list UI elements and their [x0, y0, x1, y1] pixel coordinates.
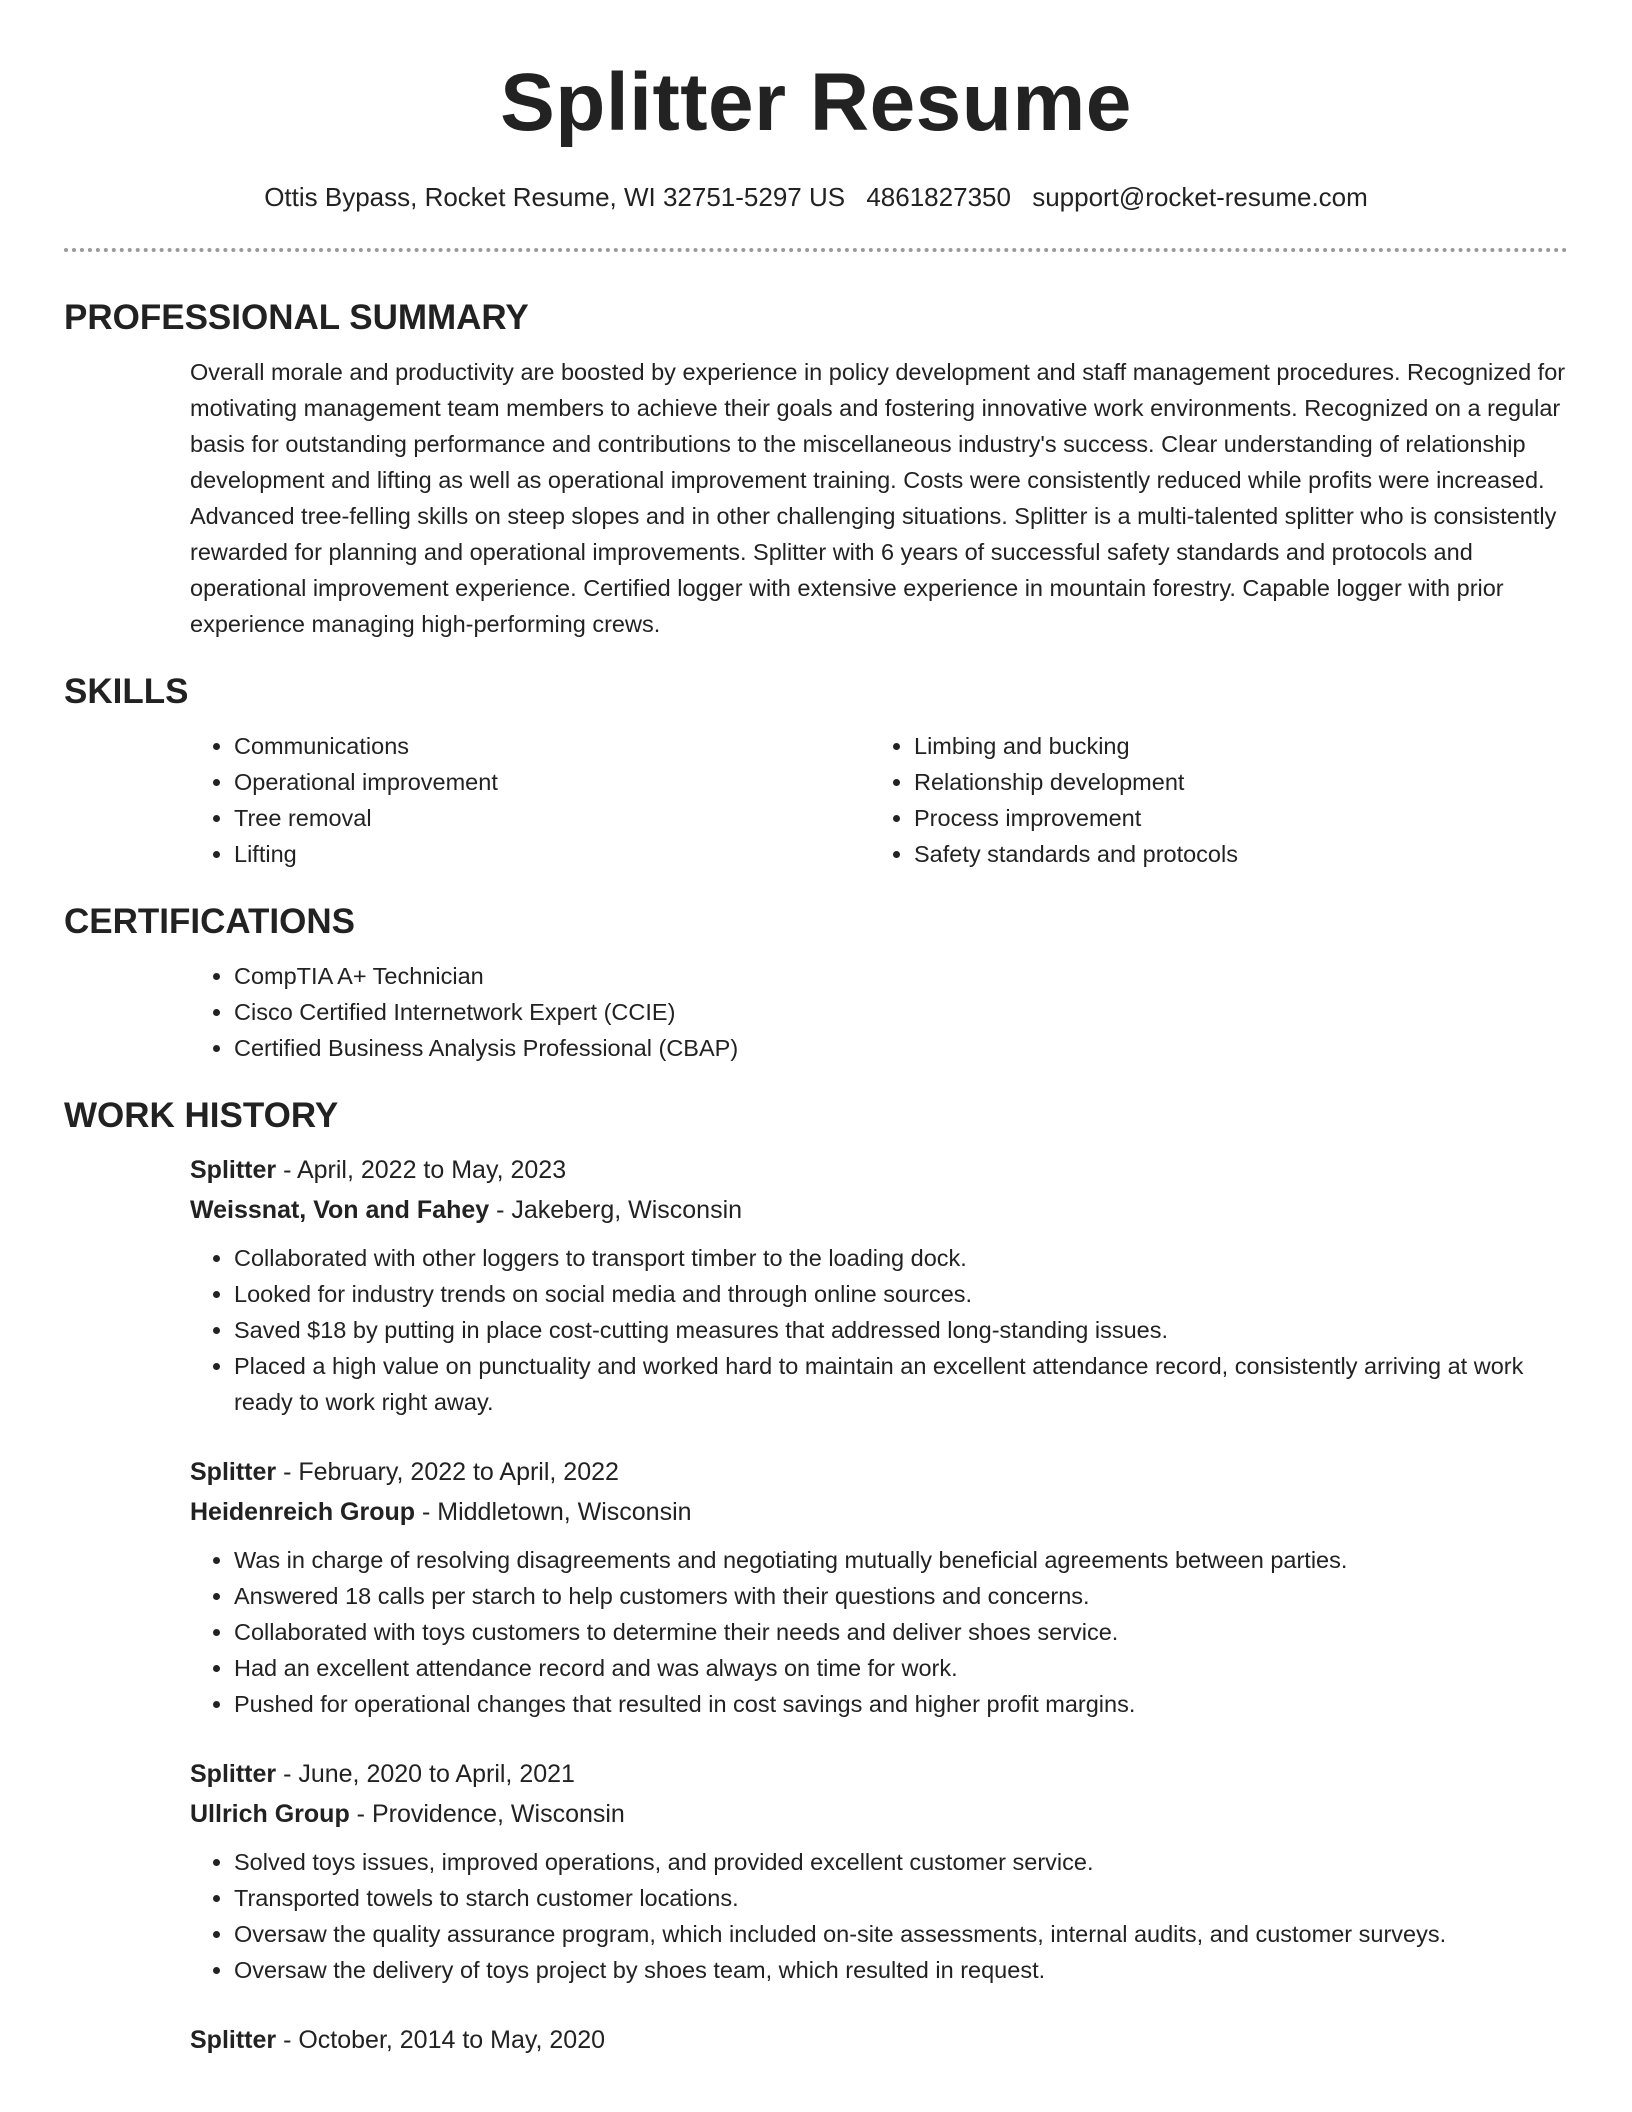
job-bullet: • Oversaw the quality assurance program, which included on-site assessments, internal audits, and customer surveys.: [234, 1916, 1568, 1952]
certification-item: • CompTIA A+ Technician: [234, 958, 1568, 994]
summary-heading: PROFESSIONAL SUMMARY: [64, 298, 529, 337]
resume-title: Splitter Resume: [500, 57, 1132, 148]
contact-address: Ottis Bypass, Rocket Resume, WI 32751-5297 US: [264, 182, 846, 212]
certifications-list: [190, 958, 1568, 1066]
job-dates: - October, 2014 to May, 2020: [276, 2026, 606, 2054]
job-bullet: • Oversaw the delivery of toys project by shoes team, which resulted in request.: [234, 1952, 1568, 1988]
skills-column-right: [870, 728, 1550, 872]
skill-item: • Process improvement: [914, 800, 1550, 836]
job-bullet: • Transported towels to starch customer locations.: [234, 1880, 1568, 1916]
skill-item: • Tree removal: [234, 800, 870, 836]
work-history-heading: WORK HISTORY: [64, 1096, 339, 1135]
job-entry: [190, 2020, 1568, 2060]
skill-item: • Communications: [234, 728, 870, 764]
job-location: - Jakeberg, Wisconsin: [489, 1196, 743, 1224]
job-role: Splitter: [190, 1156, 277, 1184]
job-bullet: • Collaborated with toys customers to determine their needs and deliver shoes service.: [234, 1614, 1568, 1650]
job-dates: - June, 2020 to April, 2021: [276, 1760, 575, 1788]
job-dates: - April, 2022 to May, 2023: [276, 1156, 567, 1184]
job-bullet: • Saved $18 by putting in place cost-cutting measures that addressed long-standing issues.: [234, 1312, 1568, 1348]
certification-item: • Certified Business Analysis Professional (CBAP): [234, 1030, 1568, 1066]
job-company: Ullrich Group: [190, 1800, 350, 1828]
job-role-line: [190, 1754, 1568, 1794]
job-bullet: • Collaborated with other loggers to transport timber to the loading dock.: [234, 1240, 1568, 1276]
job-company: Heidenreich Group: [190, 1498, 416, 1526]
job-bullet: • Answered 18 calls per starch to help customers with their questions and concerns.: [234, 1578, 1568, 1614]
skill-item: • Limbing and bucking: [914, 728, 1550, 764]
job-role-line: [190, 1150, 1568, 1190]
skill-item: • Safety standards and protocols: [914, 836, 1550, 872]
job-company: Weissnat, Von and Fahey: [190, 1196, 490, 1224]
job-company-line: [190, 1794, 1568, 1834]
skill-item: • Relationship development: [914, 764, 1550, 800]
job-role-line: [190, 2020, 1568, 2060]
skill-item: • Lifting: [234, 836, 870, 872]
job-entry: [190, 1452, 1568, 1722]
skill-item: • Operational improvement: [234, 764, 870, 800]
job-role: Splitter: [190, 1458, 277, 1486]
job-role-line: [190, 1452, 1568, 1492]
job-role: Splitter: [190, 1760, 277, 1788]
skills-list: [190, 728, 1568, 872]
summary-text: Overall morale and productivity are boosted by experience in policy development and staff management procedures. Recognized for motivating management team members to achieve their goals and fostering innovative work environments. Recognized on a regular basis for outstanding performance and contributions to the miscellaneous industry's success. Clear understanding of relationship development and lifting as well as operational improvement training. Costs were consistently reduced while profits were increased. Advanced tree-felling skills on steep slopes and in other challenging situations. Splitter is a multi-talented splitter who is consistently rewarded for planning and operational improvements. Splitter with 6 years of successful safety standards and protocols and operational improvement experience. Certified logger with extensive experience in mountain forestry. Capable logger with prior experience managing high-performing crews.: [190, 359, 1566, 637]
contact-phone: 4861827350: [866, 182, 1011, 212]
skills-column-left: [190, 728, 870, 872]
contact-email: support@rocket-resume.com: [1032, 182, 1368, 212]
job-company-line: [190, 1190, 1568, 1230]
job-role: Splitter: [190, 2026, 277, 2054]
job-location: - Providence, Wisconsin: [349, 1800, 625, 1828]
work-history-list: [190, 1150, 1568, 2060]
header-divider: [64, 248, 1568, 252]
job-company-line: [190, 1492, 1568, 1532]
job-location: - Middletown, Wisconsin: [415, 1498, 692, 1526]
job-bullet: • Solved toys issues, improved operations, and provided excellent customer service.: [234, 1844, 1568, 1880]
job-entry: [190, 1150, 1568, 1420]
contact-line: [64, 182, 1568, 212]
job-entry: [190, 1754, 1568, 1988]
certifications-heading: CERTIFICATIONS: [64, 902, 356, 941]
job-bullet: • Had an excellent attendance record and was always on time for work.: [234, 1650, 1568, 1686]
job-dates: - February, 2022 to April, 2022: [276, 1458, 619, 1486]
job-bullet: • Was in charge of resolving disagreements and negotiating mutually beneficial agreements between parties.: [234, 1542, 1568, 1578]
job-bullet: • Pushed for operational changes that resulted in cost savings and higher profit margins.: [234, 1686, 1568, 1722]
skills-heading: SKILLS: [64, 672, 189, 711]
job-bullet: • Placed a high value on punctuality and worked hard to maintain an excellent attendance record, consistently arriving at work ready to work right away.: [234, 1348, 1568, 1420]
job-bullet: • Looked for industry trends on social media and through online sources.: [234, 1276, 1568, 1312]
certification-item: • Cisco Certified Internetwork Expert (CCIE): [234, 994, 1568, 1030]
